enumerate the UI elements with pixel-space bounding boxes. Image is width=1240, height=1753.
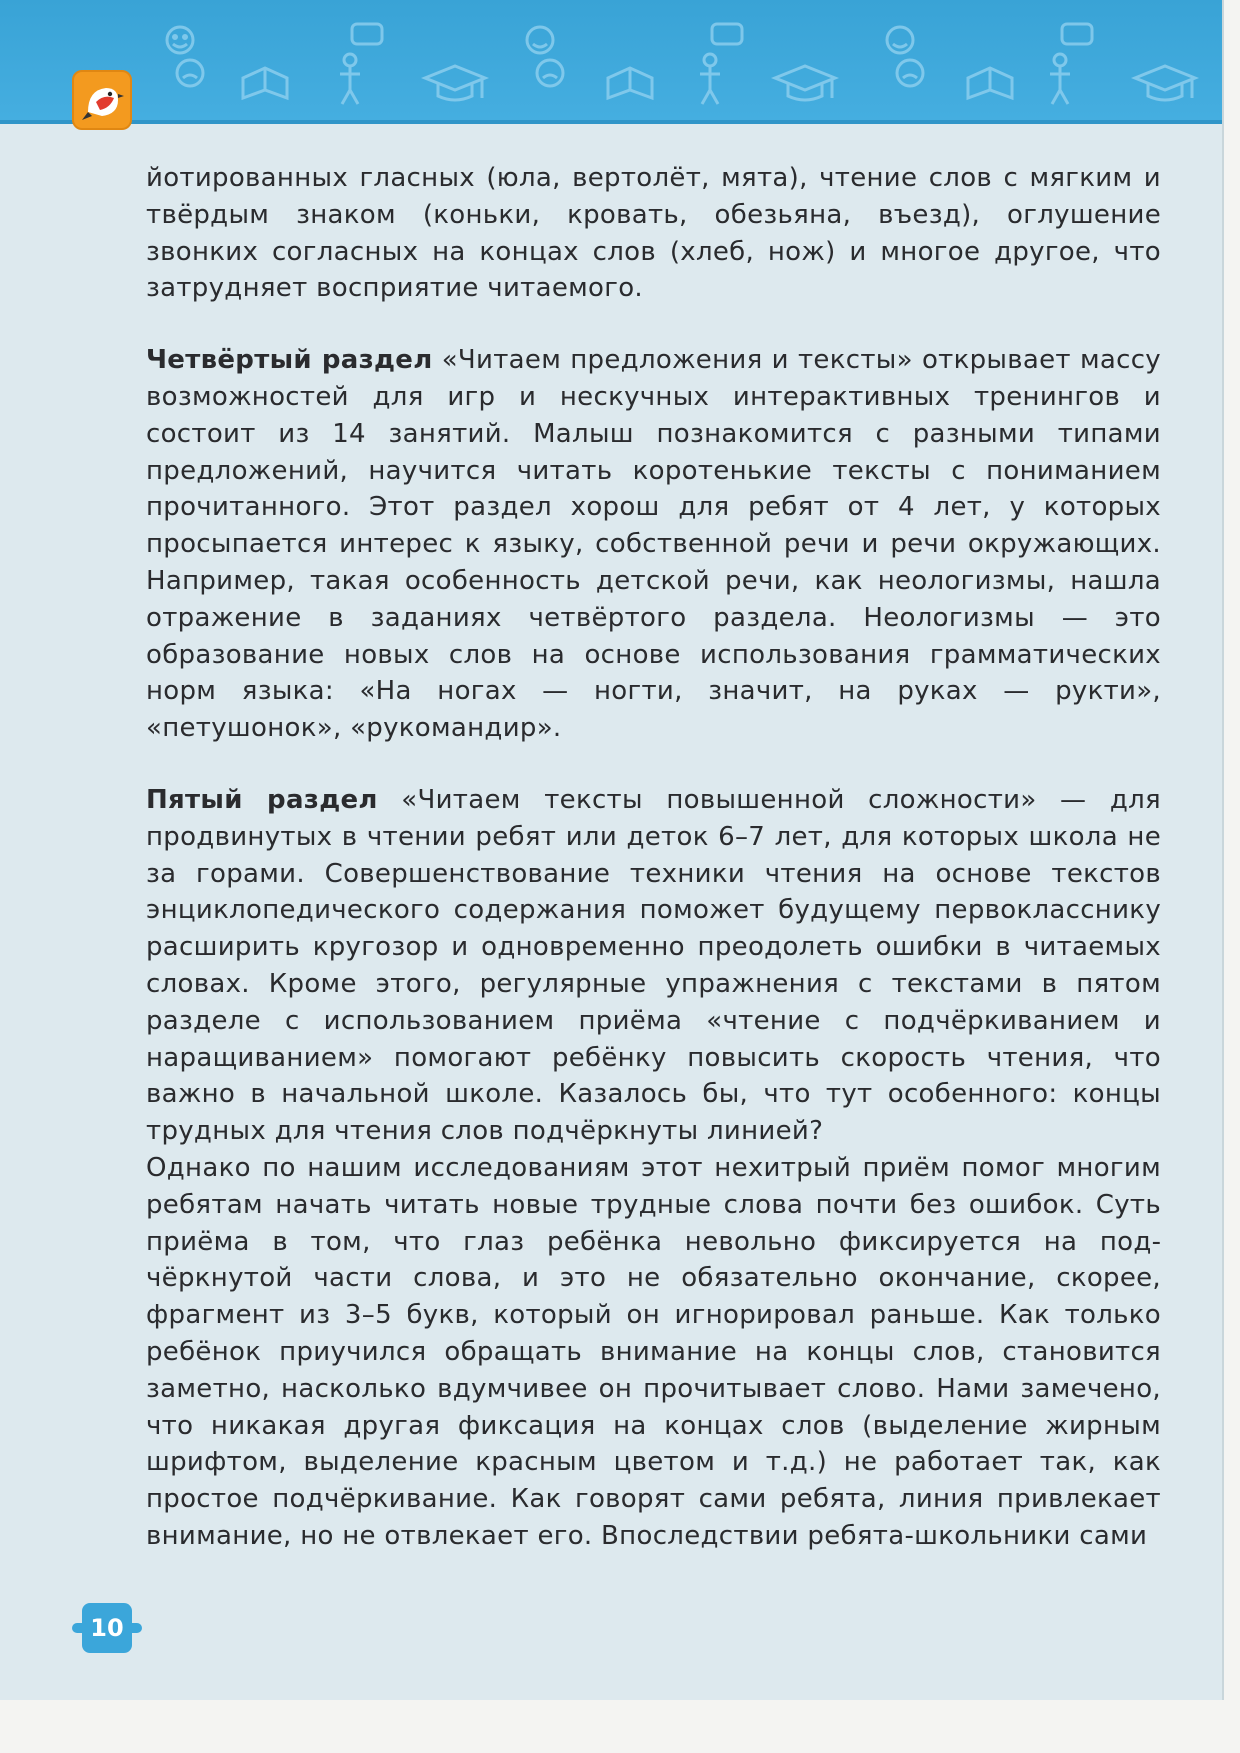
paragraph-text: Однако по нашим исследованиям этот нехитрый приём помог многим ребятам начать читать новые трудные слова почти без ошибок. Суть приёма в том, что глаз ребёнка невольно фиксируется на подчёркнутой части слова, и это не обязательно окончание, скорее, фрагмент из 3–5 букв, который он игнорировал раньше. Как только ребёнок приучился обращать внимание на концы слов, становится заметно, насколько вдумчивее он прочитывает слово. Нами замечено, что никакая другая фиксация на концах слов (выделение жирным шрифтом, выделение красным цветом и т.д.) не работает так, как простое подчёркивание. Как говорят сами ребята, линия привлекает внимание, но не отвлекает его. Впоследствии ребята-школьники сами	[146, 1152, 1161, 1551]
page-number: 10	[82, 1603, 132, 1653]
person-speech-icon	[690, 18, 760, 112]
body-text	[146, 160, 1161, 1555]
open-book-icon	[960, 18, 1030, 112]
graduation-cap-icon	[420, 18, 490, 112]
paragraph	[146, 1150, 1161, 1555]
paragraph-text: «Читаем тексты повышенной сложности» — для продвинутых в чтении ребят или деток 6–7 лет, для которых школа не за горами. Совершенствование техники чтения на основе текстов энциклопедического содержания поможет будущему первокласснику расширить кругозор и одновременно преодолеть ошибки в читаемых словах. Кроме этого, регулярные упражнения с текстами в пятом разделе с использованием приёма «чтение с подчёркиванием и наращиванием» помогают ребёнку повысить скорость чтения, что важно в начальной школе. Казалось бы, что тут особенного: концы трудных для чтения слов подчёркнуты линией?	[146, 784, 1161, 1147]
person-speech-icon	[1040, 18, 1110, 112]
paragraph	[146, 160, 1161, 307]
open-book-icon	[600, 18, 670, 112]
graduation-cap-icon	[770, 18, 840, 112]
smiley-icon	[520, 18, 590, 112]
section-heading: Четвёртый раздел	[146, 345, 433, 376]
paragraph	[146, 342, 1161, 747]
paragraph	[146, 782, 1161, 1150]
smiley-icon	[880, 18, 950, 112]
open-book-icon	[235, 18, 305, 112]
paragraph-text: йотированных гласных (юла, вертолёт, мята), чтение слов с мягким и твёрдым знаком (коньки, кровать, обезьяна, въезд), оглушение звонких согласных на концах слов (хлеб, нож) и многое другое, что затрудняет восприятие читаемого.	[146, 163, 1161, 304]
section-heading: Пятый раздел	[146, 784, 378, 815]
page-header	[0, 0, 1222, 124]
person-speech-icon	[330, 18, 400, 112]
paragraph-text: «Читаем предложения и тексты» открывает массу возможностей для игр и нескучных интерактивных тренингов и состоит из 14 занятий. Малыш познакомится с разными типами предложений, научится читать коротенькие тексты с пониманием прочитанного. Этот раздел хорош для ребят от 4 лет, у которых просыпается интерес к языку, собственной речи и речи окружающих. Например, такая особенность детской речи, как неологизмы, нашла отражение в заданиях четвёртого раздела. Неологизмы — это образование новых слов на основе использования грамматических норм языка: «На ногах — ногти, значит, на руках — рукти», «петушонок», «рукомандир».	[146, 345, 1161, 744]
bird-logo-icon	[72, 70, 132, 130]
graduation-cap-icon	[1130, 18, 1200, 112]
smiley-icon	[160, 18, 230, 112]
